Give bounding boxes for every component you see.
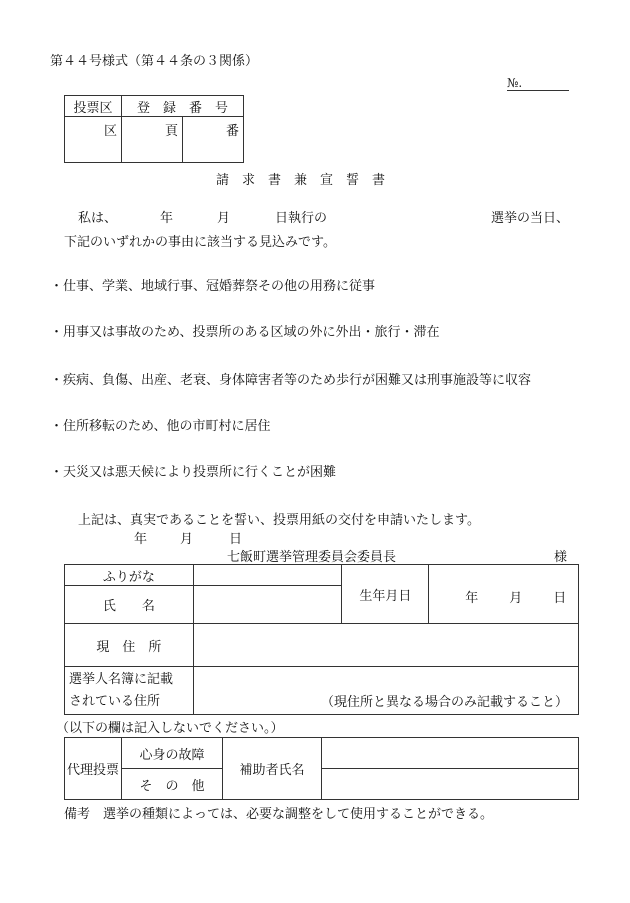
assistant-name-input-1[interactable] bbox=[322, 738, 579, 769]
header-district: 投票区 bbox=[65, 96, 122, 117]
registered-address-input[interactable] bbox=[193, 667, 578, 715]
name-input[interactable] bbox=[193, 586, 342, 624]
intro-watashi: 私は、 bbox=[78, 211, 118, 226]
number-label: №. bbox=[507, 76, 523, 90]
form-id: 第４４号様式（第４４条の３関係） bbox=[50, 54, 259, 69]
reason-item: ・用事又は事故のため、投票所のある区域の外に外出・旅行・滞在 bbox=[50, 325, 440, 340]
remarks: 備考 選挙の種類によっては、必要な調整をして使用することができる。 bbox=[64, 807, 494, 822]
registered-address-line1: 選挙人名簿に記載 bbox=[69, 671, 174, 687]
intro-line2: 下記のいずれかの事由に該当する見込みです。 bbox=[64, 235, 336, 250]
birthdate-label: 生年月日 bbox=[342, 565, 429, 624]
proxy-vote-label: 代理投票 bbox=[65, 738, 122, 800]
other-label: そ の 他 bbox=[122, 769, 223, 800]
birth-month: 月 bbox=[509, 591, 523, 606]
oath-text: 上記は、真実であることを誓い、投票用紙の交付を申請いたします。 bbox=[78, 513, 480, 528]
reason-item: ・住所移転のため、他の市町村に居住 bbox=[50, 419, 271, 434]
registration-table bbox=[64, 95, 244, 163]
name-label: 氏 名 bbox=[65, 586, 194, 624]
number-field bbox=[507, 76, 569, 91]
proxy-table bbox=[64, 737, 579, 800]
reason-item: ・疾病、負傷、出産、老衰、身体障害者等のため歩行が困難又は刑事施設等に収容 bbox=[50, 373, 532, 388]
assistant-name-label: 補助者氏名 bbox=[223, 738, 322, 800]
registered-address-note: （現住所と異なる場合のみ記載すること） bbox=[320, 695, 568, 710]
applicant-table bbox=[64, 564, 579, 715]
office-note: （以下の欄は記入しないでください。） bbox=[56, 721, 284, 736]
furigana-label: ふりがな bbox=[65, 565, 194, 586]
reason-item: ・天災又は悪天候により投票所に行くことが困難 bbox=[50, 465, 337, 480]
intro-month: 月 bbox=[217, 211, 231, 226]
header-reg-number: 登 録 番 号 bbox=[122, 96, 244, 117]
address-input[interactable] bbox=[193, 624, 578, 667]
date-day: 日 bbox=[229, 532, 243, 547]
birthdate-input[interactable] bbox=[429, 565, 579, 624]
address-label: 現 住 所 bbox=[65, 624, 194, 667]
intro-election-day: 選挙の当日、 bbox=[491, 211, 570, 226]
cell-ku[interactable]: 区 bbox=[65, 117, 122, 163]
page-title: 請 求 書 兼 宣 誓 書 bbox=[216, 173, 386, 188]
date-month: 月 bbox=[180, 532, 194, 547]
cell-ban[interactable]: 番 bbox=[183, 117, 244, 163]
mental-physical-label: 心身の故障 bbox=[122, 738, 223, 769]
date-year: 年 bbox=[134, 532, 148, 547]
furigana-input[interactable] bbox=[193, 565, 342, 586]
intro-day-exec: 日執行の bbox=[275, 211, 328, 226]
intro-year: 年 bbox=[160, 211, 174, 226]
birth-day: 日 bbox=[553, 591, 567, 606]
registered-address-line2: されている住所 bbox=[69, 693, 161, 709]
registered-address-label bbox=[65, 667, 194, 715]
birth-year: 年 bbox=[465, 591, 479, 606]
reason-item: ・仕事、学業、地域行事、冠婚葬祭その他の用務に従事 bbox=[50, 279, 376, 294]
addressee: 七飯町選挙管理委員会委員長 bbox=[227, 550, 397, 565]
assistant-name-input-2[interactable] bbox=[322, 769, 579, 800]
sama: 様 bbox=[554, 550, 568, 565]
cell-page[interactable]: 頁 bbox=[122, 117, 183, 163]
